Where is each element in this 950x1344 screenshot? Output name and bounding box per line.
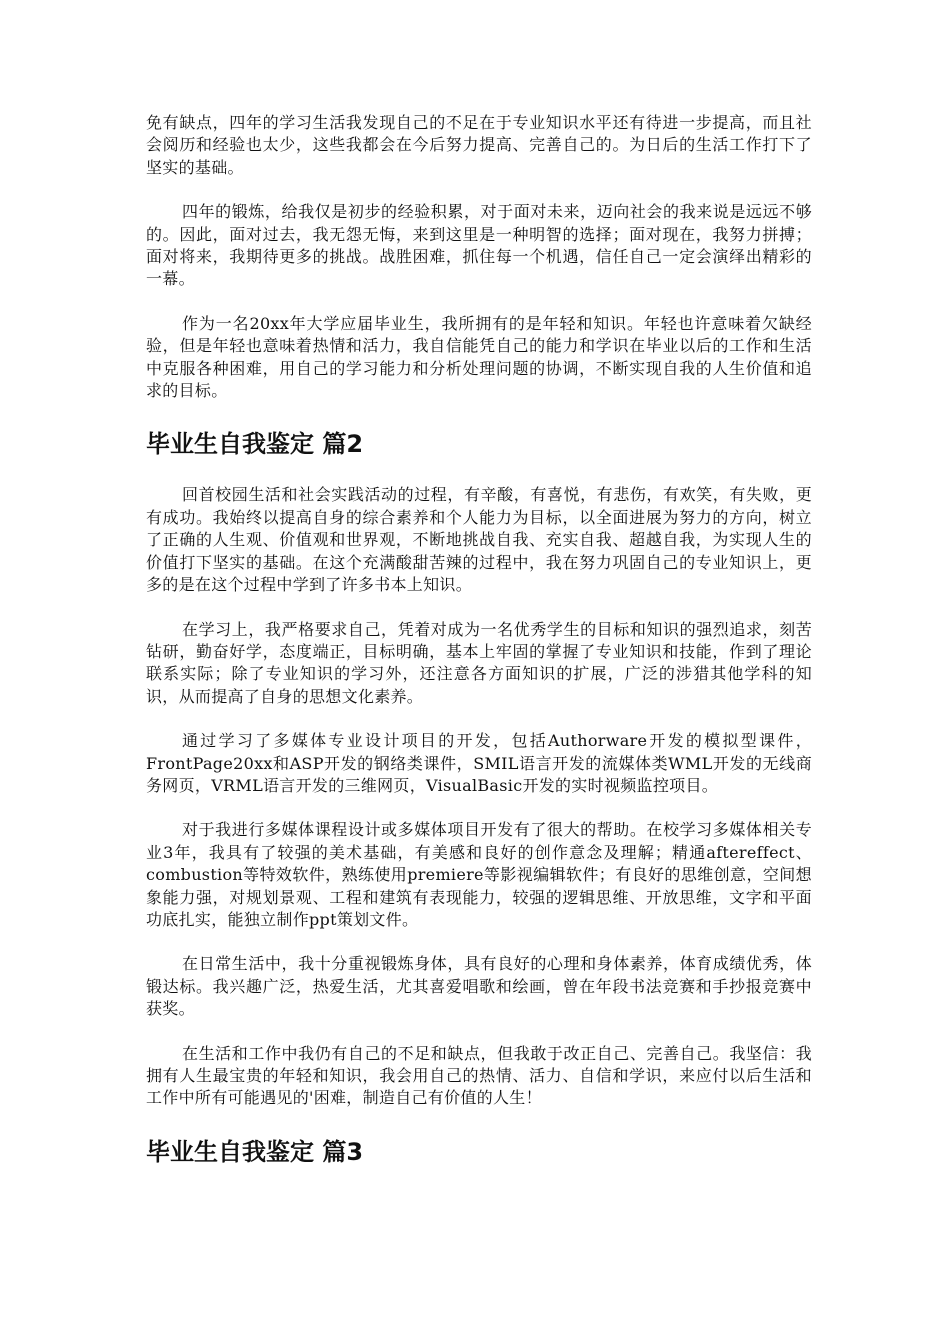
paragraph: 对于我进行多媒体课程设计或多媒体项目开发有了很大的帮助。在校学习多媒体相关专业3年，我具有了较强的美术基础，有美感和良好的创作意念及理解；精通aftereffect、combustion等特效软件，熟练使用premiere等影视编辑软件；有良好的思维创意，空间想象能力强，对规划景观、工程和建筑有表现能力，较强的逻辑思维、开放思维，文字和平面功底扎实，能独立制作ppt策划文件。 <box>146 820 812 929</box>
document-page <box>146 112 812 1168</box>
paragraph: 通过学习了多媒体专业设计项目的开发，包括Authorware开发的模拟型课件，FrontPage20xx和ASP开发的钢络类课件，SMIL语言开发的流媒体类WML开发的无线商务网页，VRML语言开发的三维网页，VisualBasic开发的实时视频监控项目。 <box>146 731 812 795</box>
paragraph: 作为一名20xx年大学应届毕业生，我所拥有的是年轻和知识。年轻也许意味着欠缺经验，但是年轻也意味着热情和活力，我自信能凭自己的能力和学识在毕业以后的工作和生活中克服各种困难，用自己的学习能力和分析处理问题的协调，不断实现自我的人生价值和追求的目标。 <box>146 313 812 401</box>
paragraph: 回首校园生活和社会实践活动的过程，有辛酸，有喜悦，有悲伤，有欢笑，有失败，更有成功。我始终以提高自身的综合素养和个人能力为目标，以全面进展为努力的方向，树立了正确的人生观、价值观和世界观，不断地挑战自我、充实自我、超越自我，为实现人生的价值打下坚实的基础。在这个充满酸甜苦辣的过程中，我在努力巩固自己的专业知识上，更多的是在这个过程中学到了许多书本上知识。 <box>146 485 812 595</box>
paragraph: 在学习上，我严格要求自己，凭着对成为一名优秀学生的目标和知识的强烈追求，刻苦钻研，勤奋好学，态度端正，目标明确，基本上牢固的掌握了专业知识和技能，作到了理论联系实际；除了专业知识的学习外，还注意各方面知识的扩展，广泛的涉猎其他学科的知识，从而提高了自身的思想文化素养。 <box>146 619 812 706</box>
paragraph: 四年的锻炼，给我仅是初步的经验积累，对于面对未来，迈向社会的我来说是远远不够的。因此，面对过去，我无怨无悔，来到这里是一种明智的选择；面对现在，我努力拼搏；面对将来，我期待更多的挑战。战胜困难，抓住每一个机遇，信任自己一定会演绎出精彩的一幕。 <box>146 202 812 289</box>
paragraph: 在生活和工作中我仍有自己的不足和缺点，但我敢于改正自己、完善自己。我坚信：我拥有人生最宝贵的年轻和知识，我会用自己的热情、活力、自信和学识，来应付以后生活和工作中所有可能遇见的'困难，制造自己有价值的人生！ <box>146 1043 812 1108</box>
section-heading: 毕业生自我鉴定 篇3 <box>146 1137 364 1166</box>
paragraph: 在日常生活中，我十分重视锻炼身体，具有良好的心理和身体素养，体育成绩优秀，体锻达标。我兴趣广泛，热爱生活，尤其喜爱唱歌和绘画，曾在年段书法竞赛和手抄报竞赛中获奖。 <box>146 954 812 1019</box>
section-heading: 毕业生自我鉴定 篇2 <box>146 430 364 459</box>
paragraph: 免有缺点，四年的学习生活我发现自己的不足在于专业知识水平还有待进一步提高，而且社会阅历和经验也太少，这些我都会在今后努力提高、完善自己的。为日后的生活工作打下了坚实的基础。 <box>146 113 812 177</box>
